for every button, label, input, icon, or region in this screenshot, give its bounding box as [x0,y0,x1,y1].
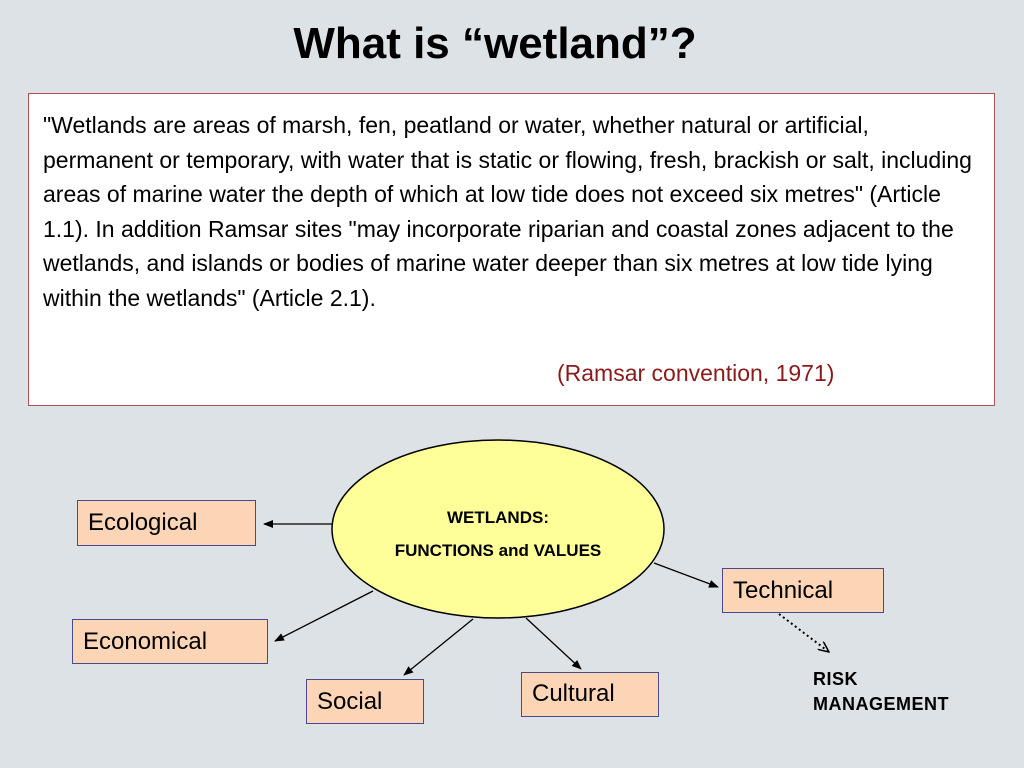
wetlands-label-line1: WETLANDS: [447,508,549,527]
node-social: Social [306,679,424,724]
definition-source: (Ramsar convention, 1971) [557,360,835,386]
definition-text: "Wetlands are areas of marsh, fen, peatland or water, whether natural or artificial, permanent or temporary, with water that is static or flowing, fresh, brackish or salt, including areas of marine water the depth of which at low tide does not exceed six metres" (Article 1.1). In addition Ramsar sites "may incorporate riparian and coastal zones adjacent to the wetlands, and islands or bodies of marine water deeper than six metres at low tide lying within the wetlands" (Article 2.1). [43,112,972,311]
slide-title: What is “wetland”? [293,19,697,68]
risk-label-line2: MANAGEMENT [813,694,949,714]
node-ecological: Ecological [77,500,256,546]
risk-management-label [813,667,949,717]
arrow-to-risk-management [779,614,829,652]
node-economical: Economical [72,619,268,664]
node-cultural: Cultural [521,672,659,717]
wetlands-label-line2: FUNCTIONS and VALUES [394,541,602,560]
node-technical: Technical [722,568,884,613]
arrow-to-cultural [526,618,581,669]
risk-label-line1: RISK [813,669,859,689]
arrow-to-social [404,619,473,675]
arrow-to-economical [275,591,373,641]
wetlands-label [332,501,664,567]
